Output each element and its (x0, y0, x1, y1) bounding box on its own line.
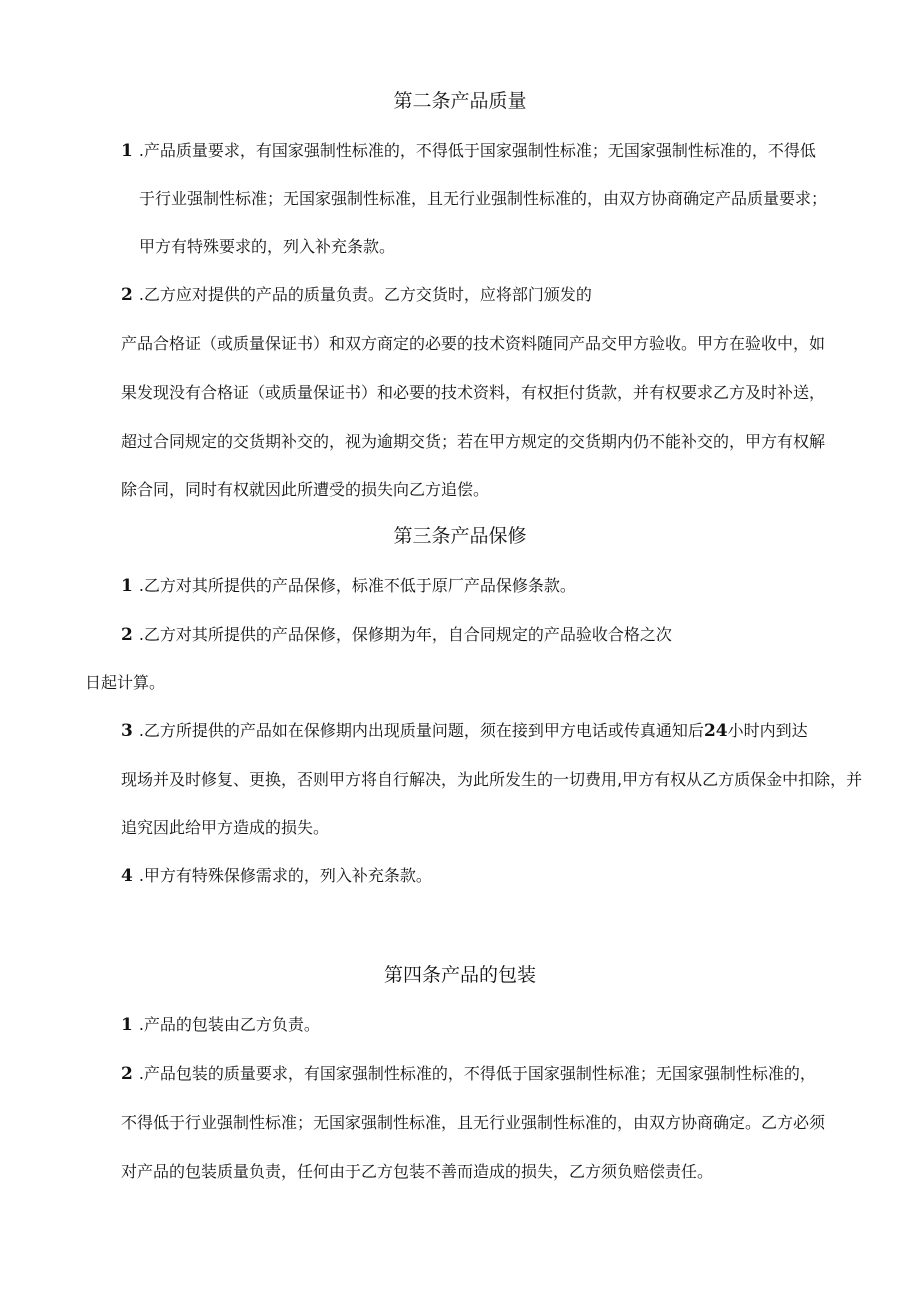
clause-number: 2 (121, 1064, 133, 1084)
clause-number: 1 (121, 576, 133, 596)
clause-text: .乙方所提供的产品如在保修期内出现质量问题，须在接到甲方电话或传真通知后 (138, 721, 704, 740)
clause-2-1-line-3: 甲方有特殊要求的，列入补充条款。 (139, 237, 396, 256)
clause-2-2-line-1 (121, 285, 592, 305)
clause-3-1-line-1 (121, 576, 576, 596)
clause-2-2-line-3: 果发现没有合格证（或质量保证书）和必要的技术资料，有权拒付货款，并有权要求乙方及时补送， (121, 383, 826, 402)
clause-3-3-line-2: 现场并及时修复、更换，否则甲方将自行解决，为此所发生的一切费用,甲方有权从乙方质保金中扣除，并 (121, 770, 863, 789)
clause-3-2-line-2: 日起计算。 (85, 673, 166, 692)
clause-text: .甲方有特殊保修需求的，列入补充条款。 (138, 866, 432, 885)
clause-2-2-line-4: 超过合同规定的交货期补交的，视为逾期交货；若在甲方规定的交货期内仍不能补交的，甲方有权解 (121, 432, 826, 451)
section-heading-4: 第四条产品的包装 (383, 964, 536, 986)
clause-2-1-line-2: 于行业强制性标准；无国家强制性标准，且无行业强制性标准的，由双方协商确定产品质量要求； (139, 189, 828, 208)
clause-3-3-line-1 (121, 721, 808, 741)
clause-text-tail: 小时内到达 (727, 721, 808, 740)
clause-number: 1 (121, 141, 133, 161)
clause-number: 4 (121, 866, 133, 886)
clause-number: 2 (121, 285, 133, 305)
section-heading-3: 第三条产品保修 (393, 525, 527, 547)
clause-text: .乙方对其所提供的产品保修，保修期为年，自合同规定的产品验收合格之次 (138, 625, 672, 644)
clause-text: .产品质量要求，有国家强制性标准的，不得低于国家强制性标准；无国家强制性标准的，不得低 (138, 141, 816, 160)
clause-text: .产品的包装由乙方负责。 (138, 1015, 320, 1034)
clause-4-2-line-3: 对产品的包装质量负责，任何由于乙方包装不善而造成的损失，乙方须负赔偿责任。 (121, 1162, 714, 1181)
clause-text: .产品包装的质量要求，有国家强制性标准的，不得低于国家强制性标准；无国家强制性标准的， (138, 1064, 816, 1083)
clause-3-2-line-1 (121, 625, 672, 645)
clause-text: .乙方应对提供的产品的质量负责。乙方交货时，应将部门颁发的 (138, 285, 592, 304)
clause-text: .乙方对其所提供的产品保修，标准不低于原厂产品保修条款。 (138, 576, 576, 595)
clause-3-4-line-1 (121, 866, 432, 886)
clause-number: 2 (121, 625, 133, 645)
clause-2-2-line-5: 除合同，同时有权就因此所遭受的损失向乙方追偿。 (121, 480, 490, 499)
clause-2-1-line-1 (121, 141, 816, 161)
hours-value: 24 (703, 721, 728, 741)
clause-4-2-line-1 (121, 1064, 816, 1084)
clause-2-2-line-2: 产品合格证（或质量保证书）和双方商定的必要的技术资料随同产品交甲方验收。甲方在验收中，如 (121, 334, 826, 353)
section-heading-2: 第二条产品质量 (393, 90, 527, 112)
clause-4-2-line-2: 不得低于行业强制性标准；无国家强制性标准，且无行业强制性标准的，由双方协商确定。乙方必须 (121, 1113, 826, 1132)
clause-4-1-line-1 (121, 1015, 320, 1035)
clause-number: 3 (121, 721, 133, 741)
clause-3-3-line-3: 追究因此给甲方造成的损失。 (121, 818, 330, 837)
clause-number: 1 (121, 1015, 133, 1035)
